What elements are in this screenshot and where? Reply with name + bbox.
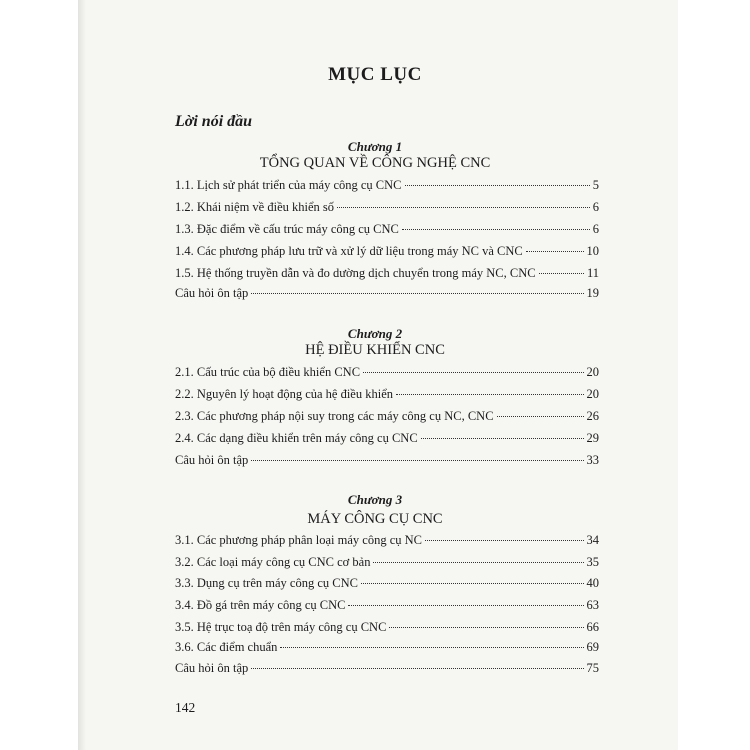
toc-entry bbox=[175, 661, 599, 676]
chapter-2-title: HỆ ĐIỀU KHIỂN CNC bbox=[305, 342, 445, 358]
dot-leader bbox=[337, 207, 590, 208]
toc-entry-page: 11 bbox=[586, 266, 599, 280]
toc-entry-text: 1.4. Các phương pháp lưu trữ và xử lý dữ liệu trong máy NC và CNC bbox=[175, 244, 523, 258]
toc-entry-page: 29 bbox=[586, 431, 599, 445]
toc-entry bbox=[175, 555, 599, 570]
toc-entry bbox=[175, 286, 599, 301]
toc-entry bbox=[175, 266, 599, 281]
dot-leader bbox=[402, 229, 590, 230]
toc-entry-text: 3.5. Hệ trục toạ độ trên máy công cụ CNC bbox=[175, 620, 387, 634]
toc-entry bbox=[175, 576, 599, 591]
dot-leader bbox=[361, 583, 584, 584]
toc-entry bbox=[175, 178, 599, 193]
toc-entry-page: 33 bbox=[586, 453, 599, 467]
toc-entry-text: 3.3. Dụng cụ trên máy công cụ CNC bbox=[175, 576, 358, 590]
dot-leader bbox=[526, 251, 584, 252]
toc-entry-text: 1.5. Hệ thống truyền dẫn và đo dường dịch chuyển trong máy NC, CNC bbox=[175, 266, 536, 280]
toc-entry-page: 40 bbox=[586, 576, 599, 590]
toc-entry-page: 34 bbox=[586, 533, 599, 547]
toc-entry bbox=[175, 222, 599, 237]
dot-leader bbox=[421, 438, 584, 439]
toc-entry-text: Câu hỏi ôn tập bbox=[175, 453, 249, 467]
dot-leader bbox=[425, 540, 583, 541]
toc-entry bbox=[175, 365, 599, 380]
toc-entry-page: 19 bbox=[586, 286, 599, 300]
chapter-3-title: MÁY CÔNG CỤ CNC bbox=[307, 511, 443, 527]
toc-entry-page: 6 bbox=[592, 200, 599, 214]
toc-entry bbox=[175, 533, 599, 548]
toc-entry-text: 3.2. Các loại máy công cụ CNC cơ bản bbox=[175, 555, 371, 569]
toc-entry-text: 2.1. Cấu trúc của bộ điều khiển CNC bbox=[175, 365, 361, 379]
chapter-1-label: Chương 1 bbox=[347, 139, 403, 154]
toc-entry-text: 3.1. Các phương pháp phân loại máy công cụ NC bbox=[175, 533, 423, 547]
toc-entry-page: 75 bbox=[586, 661, 599, 675]
dot-leader bbox=[396, 394, 583, 395]
dot-leader bbox=[539, 273, 584, 274]
toc-entry-page: 69 bbox=[586, 640, 599, 654]
dot-leader bbox=[280, 647, 583, 648]
toc-entry-text: 2.2. Nguyên lý hoạt động của hệ điều khiển bbox=[175, 387, 394, 401]
dot-leader bbox=[497, 416, 584, 417]
dot-leader bbox=[373, 562, 583, 563]
toc-entry-page: 5 bbox=[592, 178, 599, 192]
toc-entry-text: 2.3. Các phương pháp nội suy trong các máy công cụ NC, CNC bbox=[175, 409, 494, 423]
toc-entry bbox=[175, 244, 599, 259]
preface-heading: Lời nói đầu bbox=[175, 113, 253, 130]
toc-entry-page: 63 bbox=[586, 598, 599, 612]
dot-leader bbox=[251, 460, 583, 461]
toc-entry-text: 3.6. Các điểm chuẩn bbox=[175, 640, 278, 654]
toc-entry bbox=[175, 409, 599, 424]
dot-leader bbox=[251, 668, 583, 669]
page-title: MỤC LỤC bbox=[328, 64, 422, 85]
toc-entry-text: 3.4. Đồ gá trên máy công cụ CNC bbox=[175, 598, 346, 612]
chapter-3-label: Chương 3 bbox=[347, 492, 403, 507]
toc-entry bbox=[175, 640, 599, 655]
toc-entry-page: 35 bbox=[586, 555, 599, 569]
dot-leader bbox=[405, 185, 590, 186]
page-gutter-shadow bbox=[78, 0, 86, 750]
toc-entry bbox=[175, 431, 599, 446]
toc-entry-page: 26 bbox=[586, 409, 599, 423]
toc-entry-page: 10 bbox=[586, 244, 599, 258]
toc-entry-page: 6 bbox=[592, 222, 599, 236]
toc-entry-text: 1.2. Khái niệm về điều khiển số bbox=[175, 200, 334, 214]
chapter-1-title: TỔNG QUAN VỀ CÔNG NGHỆ CNC bbox=[259, 155, 491, 171]
dot-leader bbox=[251, 293, 583, 294]
toc-entry bbox=[175, 453, 599, 468]
toc-entry-page: 20 bbox=[586, 365, 599, 379]
toc-entry bbox=[175, 200, 599, 215]
chapter-2-label: Chương 2 bbox=[347, 326, 403, 341]
toc-entry bbox=[175, 387, 599, 402]
dot-leader bbox=[389, 627, 583, 628]
toc-entry-text: 1.1. Lịch sử phát triển của máy công cụ CNC bbox=[175, 178, 402, 192]
toc-entry-page: 20 bbox=[586, 387, 599, 401]
toc-entry-page: 66 bbox=[586, 620, 599, 634]
toc-entry-text: 1.3. Đặc điểm về cấu trúc máy công cụ CNC bbox=[175, 222, 399, 236]
toc-entry-text: Câu hỏi ôn tập bbox=[175, 661, 249, 675]
toc-entry bbox=[175, 598, 599, 613]
dot-leader bbox=[363, 372, 583, 373]
dot-leader bbox=[348, 605, 583, 606]
toc-entry-text: 2.4. Các dạng điều khiển trên máy công cụ CNC bbox=[175, 431, 418, 445]
page-number: 142 bbox=[175, 700, 196, 715]
toc-entry-text: Câu hỏi ôn tập bbox=[175, 286, 249, 300]
toc-entry bbox=[175, 620, 599, 635]
